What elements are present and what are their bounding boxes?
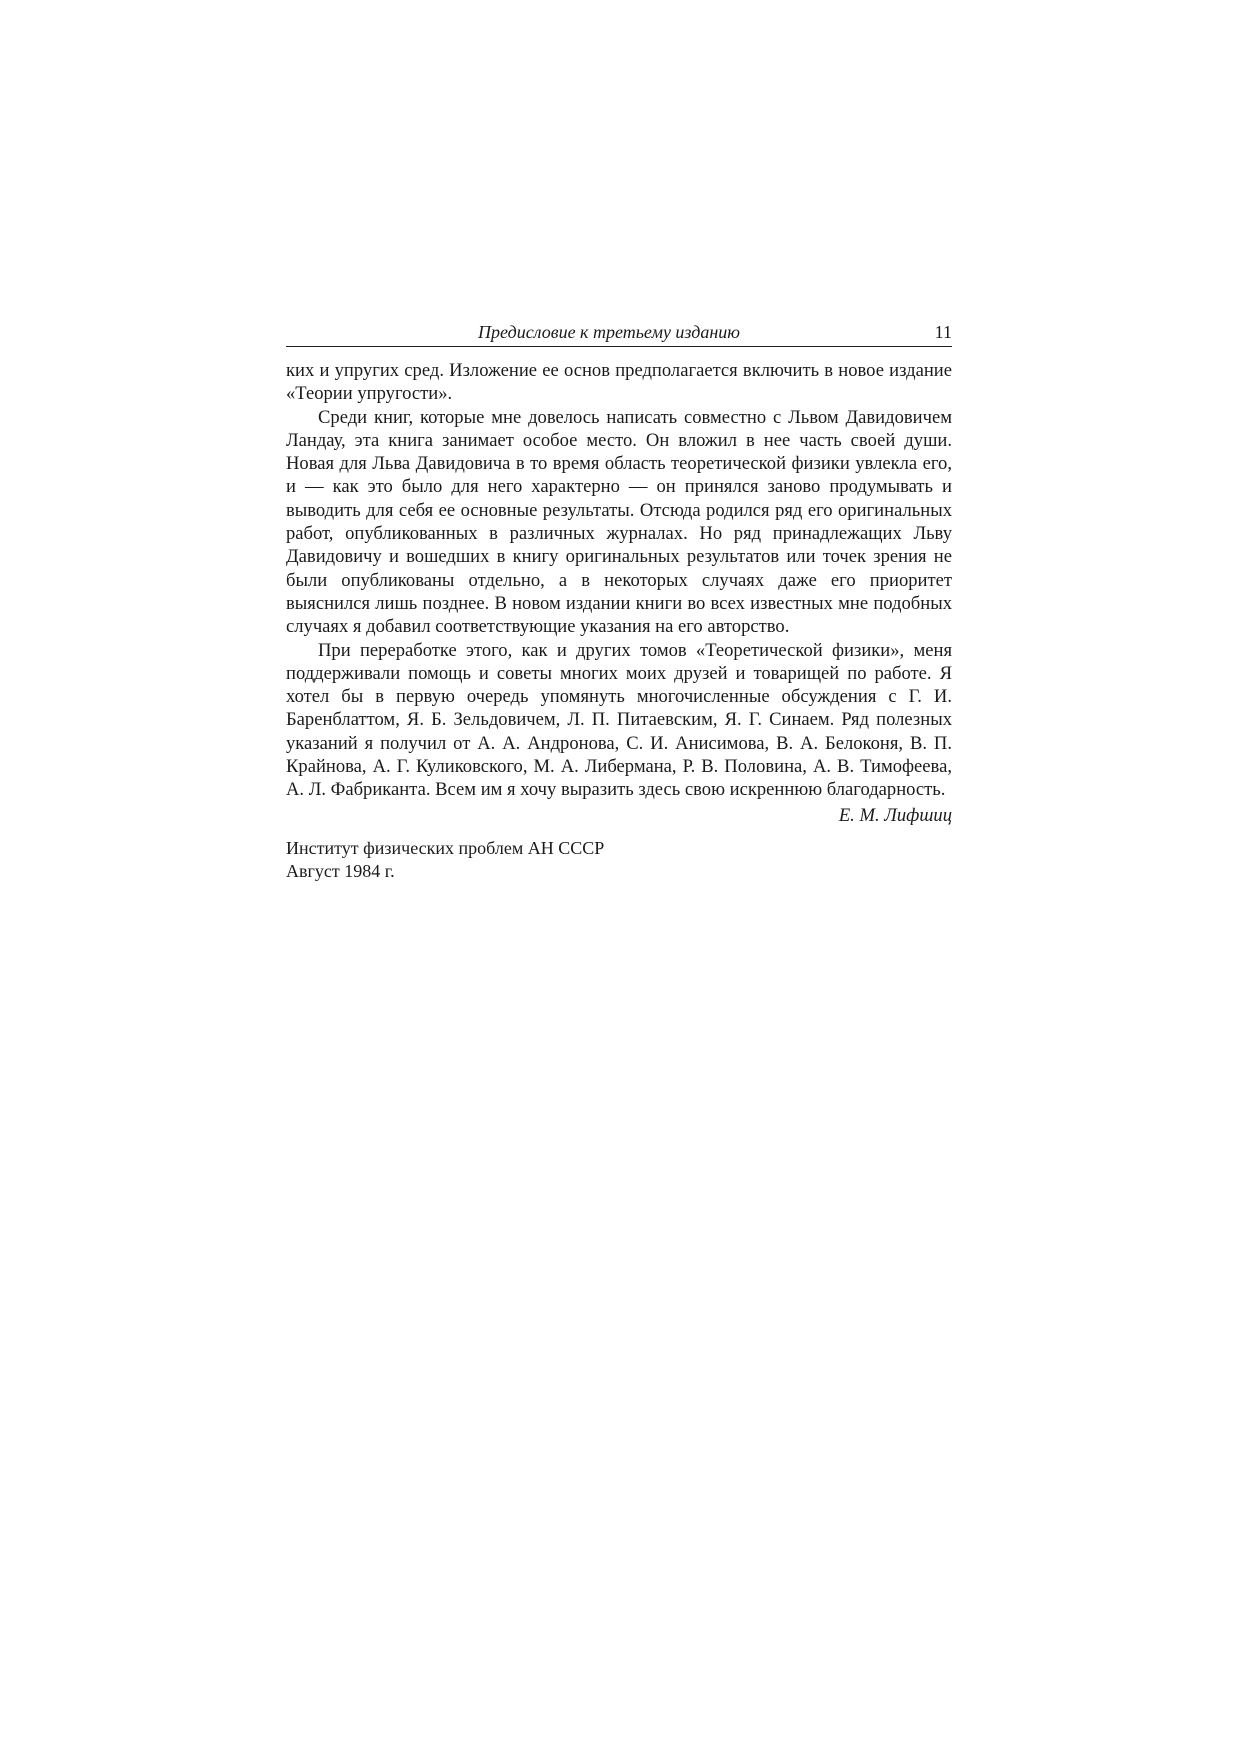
paragraph: Среди книг, которые мне довелось написать совместно с Львом Давидовичем Ландау, эта книга занимает особое место. Он вложил в нее часть своей души. Новая для Льва Давидовича в то время область теоретической физики увлекла его, и — как это было для него характерно — он принялся заново продумывать и выводить для себя ее основные результаты. Отсюда родился ряд его оригинальных работ, опубликованных в различных журналах. Но ряд принадлежащих Льву Давидовичу и вошедших в книгу оригинальных результатов или точек зрения не были опубликованы отдельно, а в некоторых случаях даже его приоритет выяснился лишь позднее. В новом издании книги во всех известных мне подобных случаях я добавил соответствующие указания на его авторство.	[286, 406, 952, 638]
page-number: 11	[934, 322, 952, 342]
author-signature: Е. М. Лифшиц	[838, 804, 952, 826]
page	[286, 320, 952, 883]
paragraph-continuation: ких и упругих сред. Изложение ее основ предполагается включить в новое издание «Теории упругости».	[286, 360, 952, 405]
paragraph: При переработке этого, как и других томов «Теоретической физики», меня поддерживали помощь и советы многих моих друзей и товарищей по работе. Я хотел бы в первую очередь упомянуть многочисленные обсуждения с Г. И. Баренблаттом, Я. Б. Зельдовичем, Л. П. Питаевским, Я. Г. Синаем. Ряд полезных указаний я получил от А. А. Андронова, С. И. Анисимова, В. А. Белоконя, В. П. Крайнова, А. Г. Куликовского, М. А. Либермана, Р. В. Половина, А. В. Тимофеева, А. Л. Фабриканта. Всем им я хочу выразить здесь свою искреннюю благодарность.	[286, 639, 952, 801]
body-text	[286, 359, 952, 802]
institute-name: Институт физических проблем АН СССР	[286, 837, 605, 858]
running-header	[286, 320, 952, 347]
affiliation-block	[286, 837, 952, 883]
date-line: Август 1984 г.	[286, 860, 395, 881]
running-header-title: Предисловие к третьему изданию	[478, 322, 740, 342]
